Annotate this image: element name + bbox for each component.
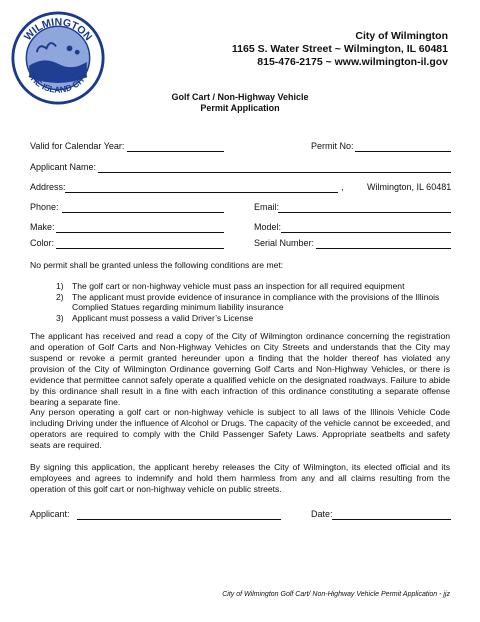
- conditions-intro: No permit shall be granted unless the following conditions are met:: [30, 260, 284, 270]
- condition-item: 1) The golf cart or non-highway vehicle must pass an inspection for all required equipment: [56, 281, 405, 291]
- serial-field[interactable]: [316, 248, 451, 249]
- permit-no-label: Permit No:: [311, 141, 354, 151]
- date-label: Date:: [311, 509, 333, 519]
- address-field[interactable]: [65, 192, 338, 193]
- color-field[interactable]: [56, 248, 224, 249]
- permit-no-field[interactable]: [355, 151, 451, 152]
- condition-item: 2) The applicant must provide evidence of insurance in compliance with the provisions of the Illinois Complied Statues regarding minimum liability insurance: [56, 291, 440, 312]
- email-field[interactable]: [278, 212, 451, 213]
- address-label: Address:: [30, 182, 66, 192]
- valid-year-label: Valid for Calendar Year:: [30, 141, 125, 151]
- form-title-line2: Permit Application: [200, 103, 280, 113]
- color-label: Color:: [30, 238, 55, 248]
- model-field[interactable]: [281, 232, 451, 233]
- make-field[interactable]: [56, 232, 224, 233]
- ordinance-paragraph: The applicant has received and read a copy of the City of Wilmington ordinance concerning the registration and operation of Golf Carts and Non-Highway Vehicles on City Streets and understands that the City may suspend or revoke a permit granted hereunder upon a finding that the holder thereof has violated any provision of the City of Wilmington Ordinance governing Golf Carts and Non-Highway Vehicles, or there is evidence that permittee cannot safely operate a qualified vehicle on the designated roadways. Failure to abide by this ordinance shall result in a fine with each infraction of this ordinance constituting a separate offense bearing a separate fine.: [30, 331, 450, 407]
- email-label: Email:: [254, 202, 280, 212]
- logo-top-text: WILMINGTON: [21, 16, 95, 44]
- valid-year-field[interactable]: [127, 151, 224, 152]
- conditions-list: [56, 281, 446, 323]
- header-address: 1165 S. Water Street ~ Wilmington, IL 60481: [231, 43, 448, 55]
- condition-item: 3) Applicant must possess a valid Driver’s License: [56, 312, 254, 323]
- vehicle-code-paragraph: Any person operating a golf cart or non-highway vehicle is subject to all laws of the Illinois Vehicle Code including Driving under the influence of Alcohol or Drugs. The capacity of the vehicle cannot be exceeded, and operators are required to comply with the Child Passenger Safety Laws. Appropriate seatbelts and safety seats are required.: [30, 407, 450, 450]
- model-label: Model:: [254, 222, 282, 232]
- serial-label: Serial Number:: [254, 238, 315, 248]
- logo-bottom-text: THE ISLAND CITY: [25, 70, 91, 95]
- make-label: Make:: [30, 222, 55, 232]
- phone-field[interactable]: [62, 212, 224, 213]
- phone-label: Phone:: [30, 202, 59, 212]
- release-paragraph: By signing this application, the applicant hereby releases the City of Wilmington, its elected official and its employees and agrees to indemnify and hold them harmless from any and all claims resulting from the operation of this golf cart or non-highway vehicle on public streets.: [30, 462, 450, 494]
- applicant-name-label: Applicant Name:: [30, 162, 97, 172]
- applicant-signature-label: Applicant:: [30, 509, 70, 519]
- form-title-line1: Golf Cart / Non-Highway Vehicle: [171, 92, 309, 102]
- footer-text: City of Wilmington Golf Cart/ Non-Highway Vehicle Permit Application - jjz: [222, 591, 450, 598]
- date-field[interactable]: [332, 519, 451, 520]
- header-city: City of Wilmington: [355, 30, 448, 42]
- applicant-signature-field[interactable]: [77, 519, 281, 520]
- address-comma: ,: [341, 182, 344, 192]
- header-contact: 815-476-2175 ~ www.wilmington-il.gov: [257, 56, 448, 68]
- applicant-name-field[interactable]: [98, 172, 451, 173]
- address-city: Wilmington, IL 60481: [367, 182, 452, 192]
